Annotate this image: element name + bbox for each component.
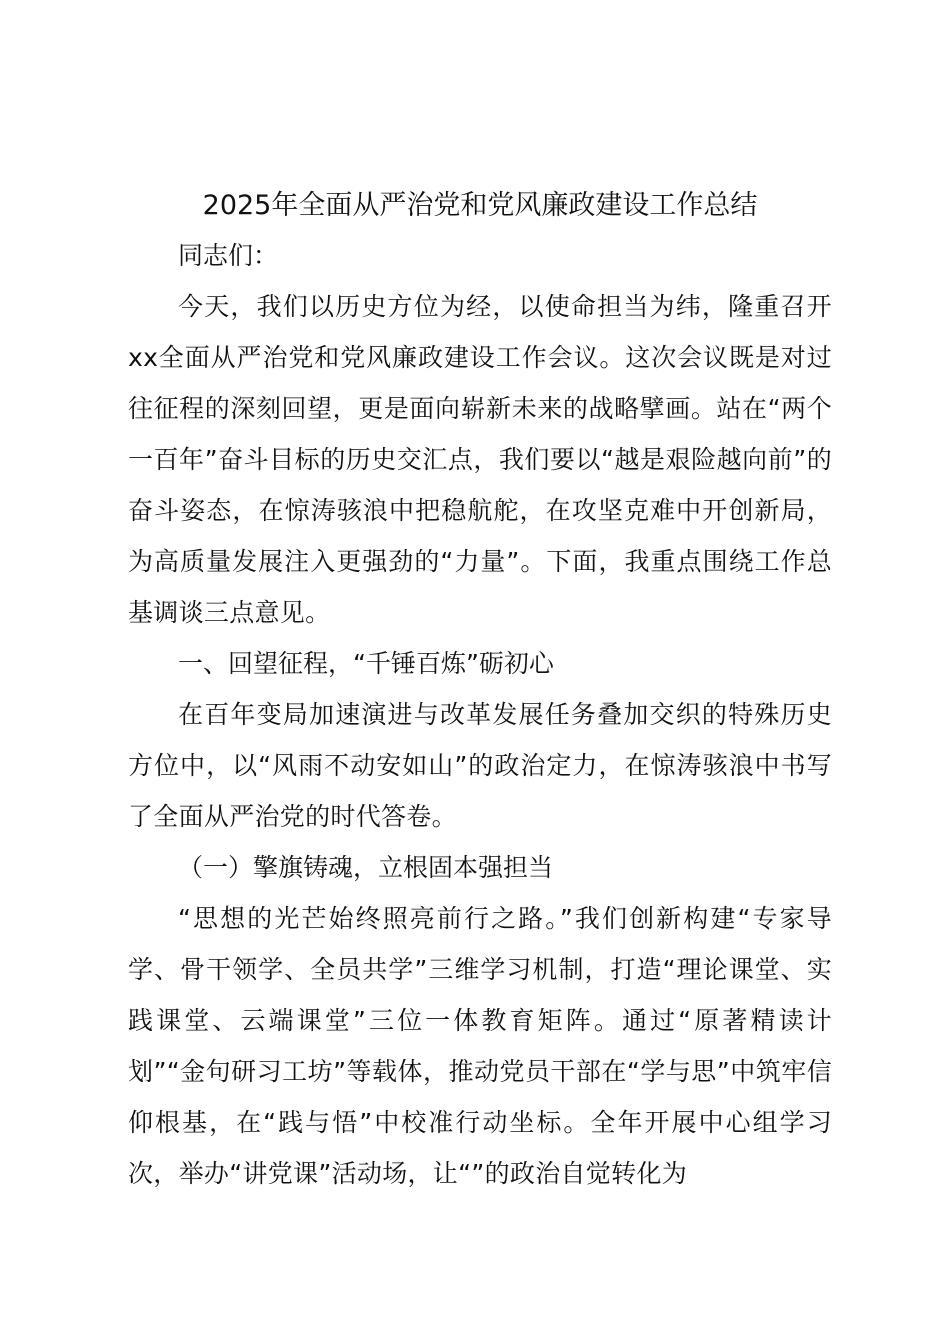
- document-title: 2025年全面从严治党和党风廉政建设工作总结: [202, 190, 758, 221]
- intro-paragraph: 今天，我们以历史方位为经，以使命担当为纬，隆重召开xx全面从严治党和党风廉政建设工作会议。这次会议既是对过往征程的深刻回望，更是面向崭新未来的战略擘画。站在“两个一百年”奋斗目标的历史交汇点，我们要以“越是艰险越向前”的奋斗姿态，在惊涛骇浪中把稳航舵，在攻坚克难中开创新局，为高质量发展注入更强劲的“力量”。下面，我重点围绕工作总基调谈三点意见。: [128, 292, 832, 627]
- subsection-heading-1: （一）擎旗铸魂，立根固本强担当: [178, 853, 554, 882]
- section-1-paragraph: 在百年变局加速演进与改革发展任务叠加交织的特殊历史方位中，以“风雨不动安如山”的政治定力，在惊涛骇浪中书写了全面从严治党的时代答卷。: [128, 700, 832, 831]
- subsection-1-paragraph: “思想的光芒始终照亮前行之路。”我们创新构建“专家导学、骨干领学、全员共学”三维学习机制，打造“理论课堂、实践课堂、云端课堂”三位一体教育矩阵。通过“原著精读计划”“金句研习工坊”等载体，推动党员干部在“学与思”中筑牢信仰根基，在“践与悟”中校准行动坐标。全年开展中心组学习次，举办“讲党课”活动场，让“”的政治自觉转化为: [128, 904, 832, 1188]
- document-body: [128, 182, 832, 1199]
- section-heading-1: 一、回望征程，“千锤百炼”砺初心: [178, 649, 554, 678]
- salutation: 同志们：: [178, 241, 279, 270]
